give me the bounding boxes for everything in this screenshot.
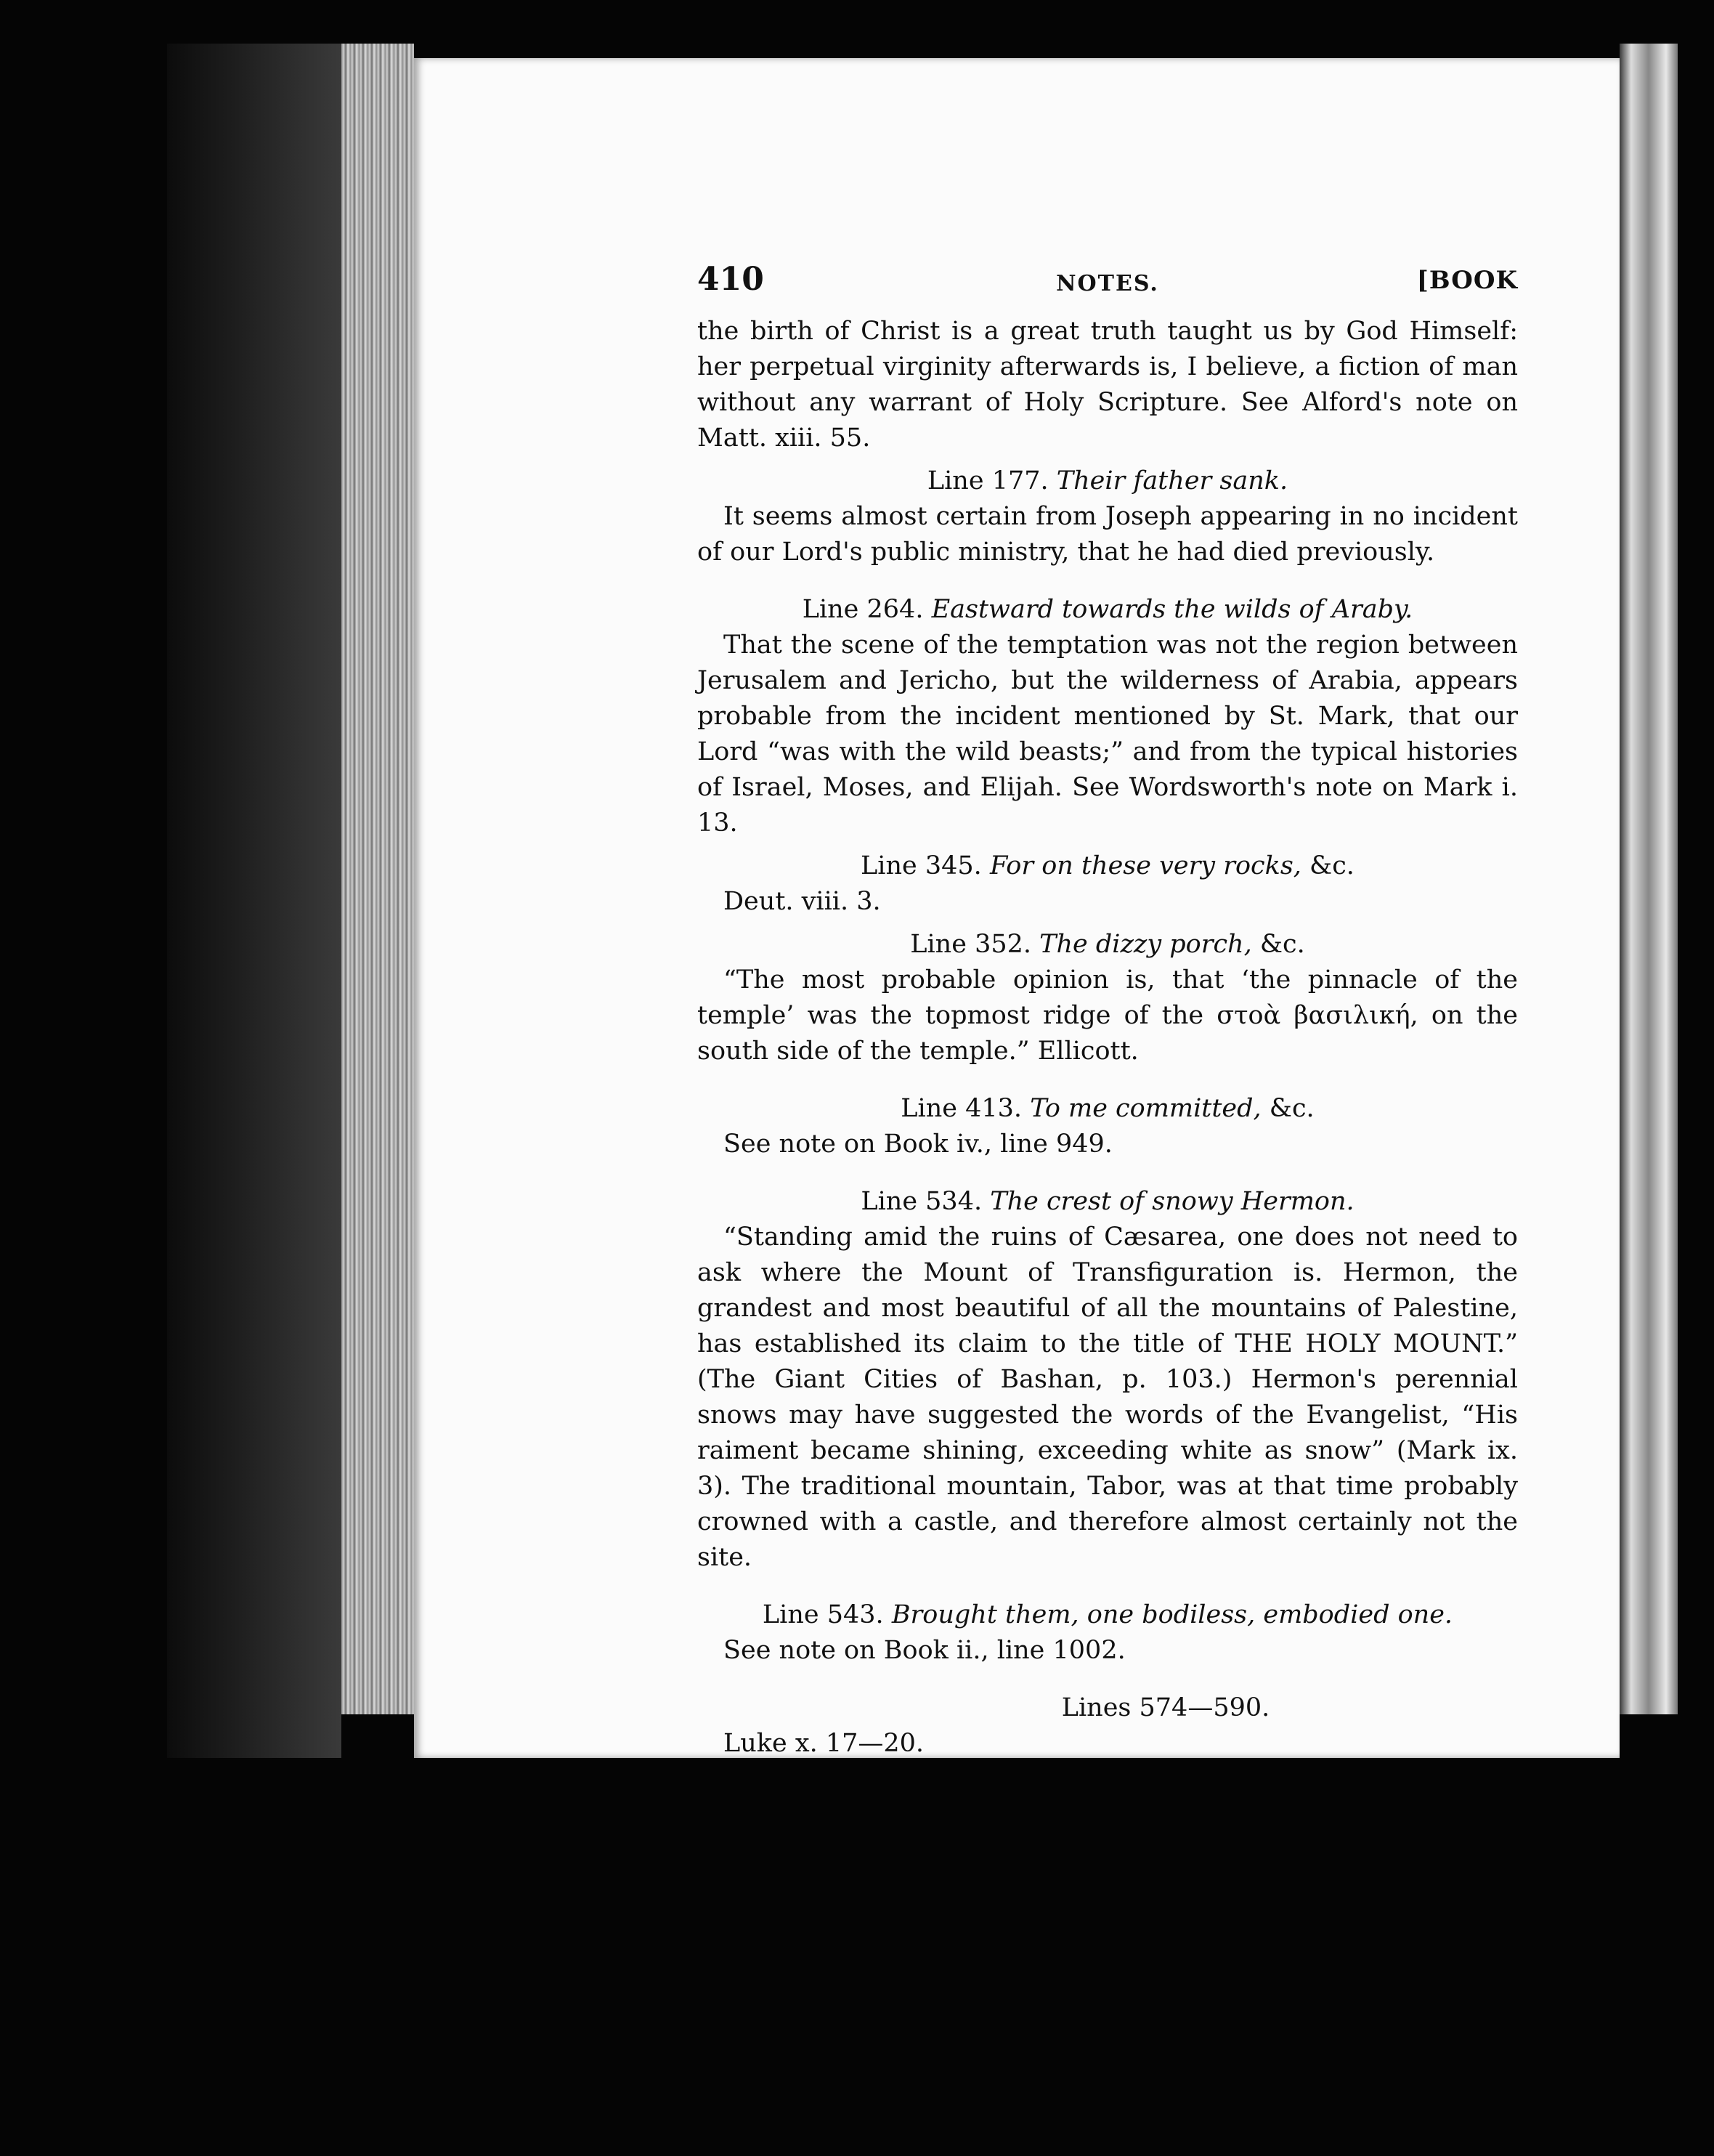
line-ref: Line 534. <box>861 1187 983 1216</box>
note-heading-574 <box>697 1690 1518 1726</box>
quoted-phrase: Brought them, one bodiless, embodied one. <box>891 1600 1453 1629</box>
note-body-177: It seems almost certain from Joseph appearing in no incident of our Lord's public ministry, that he had died previously. <box>697 502 1518 567</box>
line-ref: Line 352. <box>910 930 1031 959</box>
paragraph-continuation: the birth of Christ is a great truth taught us by God Himself: her perpetual virginity afterwards is, I believe, a fiction of man without any warrant of Holy Scripture. See Alford's note on Matt. xiii. 55. <box>697 317 1518 453</box>
note-heading-413 <box>697 1091 1518 1127</box>
quoted-phrase: The dizzy porch, <box>1039 930 1252 959</box>
note-body-413: See note on Book iv., line 949. <box>723 1130 1113 1159</box>
etc: &c. <box>1301 851 1354 880</box>
line-ref: Lines 574—590. <box>1061 1693 1270 1722</box>
running-head <box>697 262 1518 305</box>
note-heading-543 <box>697 1597 1518 1633</box>
note-heading-534 <box>697 1184 1518 1220</box>
quoted-phrase: The crest of snowy Hermon. <box>990 1187 1354 1216</box>
line-ref: Line 264. <box>802 595 924 624</box>
page-text <box>697 262 1518 1762</box>
line-ref: Line 345. <box>861 851 982 880</box>
note-body-574: Luke x. 17—20. <box>723 1729 925 1758</box>
quoted-phrase: Eastward towards the wilds of Araby. <box>931 595 1413 624</box>
etc: &c. <box>1261 1094 1315 1123</box>
etc: &c. <box>1251 930 1305 959</box>
note-body-345: Deut. viii. 3. <box>723 887 881 916</box>
note-heading-264 <box>697 592 1518 628</box>
quoted-phrase: To me committed, <box>1030 1094 1262 1123</box>
page-number: 410 <box>697 261 764 298</box>
note-heading-352 <box>697 927 1518 962</box>
line-ref: Line 177. <box>927 466 1049 495</box>
book-binding <box>167 44 341 1758</box>
line-ref: Line 413. <box>901 1094 1023 1123</box>
note-body-264: That the scene of the temptation was not the region between Jerusalem and Jericho, but the wilderness of Arabia, appears probable from the incident mentioned by St. Mark, that our Lord “was with the wild beasts;” and from the typical histories of Israel, Moses, and Elijah. See Wordsworth's note on Mark i. 13. <box>697 631 1518 838</box>
note-body-534: “Standing amid the ruins of Cæsarea, one does not need to ask where the Mount of Transfiguration is. Hermon, the grandest and most beautiful of all the mountains of Palestine, has established its claim to the title of THE HOLY MOUNT.” (The Giant Cities of Bashan, p. 103.) Hermon's perennial snows may have suggested the words of the Evangelist, “His raiment became shining, exceeding white as snow” (Mark ix. 3). The traditional mountain, Tabor, was at that time probably crowned with a castle, and therefore almost certainly not the site. <box>697 1223 1518 1572</box>
quoted-phrase: For on these very rocks, <box>989 851 1301 880</box>
quoted-phrase: Their father sank. <box>1056 466 1288 495</box>
note-heading-345 <box>697 848 1518 884</box>
running-title: NOTES. <box>1056 271 1159 296</box>
page-edges <box>341 44 414 1714</box>
right-page-edges <box>1620 44 1678 1714</box>
note-body-352: “The most probable opinion is, that ‘the pinnacle of the temple’ was the topmost ridge of the στοὰ βασιλική, on the south side of the temple.” Ellicott. <box>697 965 1518 1066</box>
running-book: [BOOK <box>1416 266 1518 295</box>
note-body-543: See note on Book ii., line 1002. <box>723 1636 1126 1665</box>
line-ref: Line 543. <box>762 1600 884 1629</box>
note-heading-177 <box>697 463 1518 499</box>
